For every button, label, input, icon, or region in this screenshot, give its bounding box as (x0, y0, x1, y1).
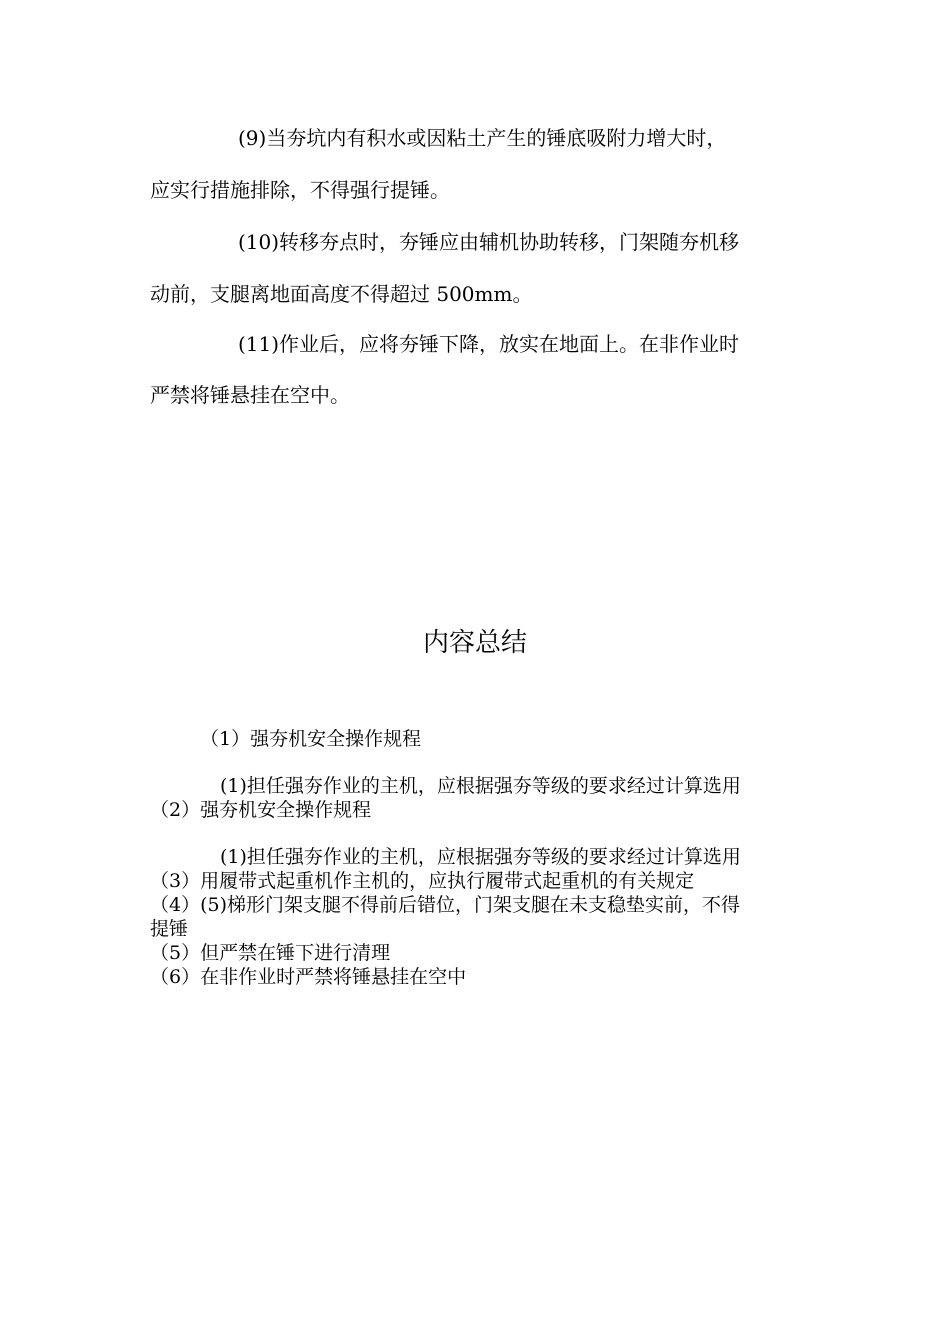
summary-item-1: （1）强夯机安全操作规程 (200, 728, 422, 750)
paragraph-11-line-2: 严禁将锤悬挂在空中。 (150, 383, 350, 407)
paragraph-9-line-1: (9)当夯坑内有积水或因粘土产生的锤底吸附力增大时， (238, 126, 727, 150)
summary-item-2-detail: (1)担任强夯作业的主机，应根据强夯等级的要求经过计算选用 (220, 846, 741, 868)
paragraph-10-line-1: (10)转移夯点时，夯锤应由辅机协助转移，门架随夯机移 (238, 230, 740, 254)
summary-item-6: （6）在非作业时严禁将锤悬挂在空中 (150, 966, 467, 988)
summary-title: 内容总结 (422, 628, 527, 658)
summary-item-4-line-1: （4）(5)梯形门架支腿不得前后错位，门架支腿在未支稳垫实前，不得 (150, 894, 741, 916)
paragraph-10-line-2: 动前，支腿离地面高度不得超过 500mm。 (150, 282, 533, 306)
summary-item-4-line-2: 提锤 (150, 918, 189, 940)
paragraph-9-line-2: 应实行措施排除，不得强行提锤。 (150, 178, 450, 202)
summary-item-1-detail: (1)担任强夯作业的主机，应根据强夯等级的要求经过计算选用 (220, 775, 741, 797)
summary-item-3: （3）用履带式起重机作主机的，应执行履带式起重机的有关规定 (150, 870, 695, 892)
paragraph-11-line-1: (11)作业后，应将夯锤下降，放实在地面上。在非作业时 (238, 332, 740, 356)
summary-item-5: （5）但严禁在锤下进行清理 (150, 942, 391, 964)
summary-item-2: （2）强夯机安全操作规程 (150, 799, 372, 821)
